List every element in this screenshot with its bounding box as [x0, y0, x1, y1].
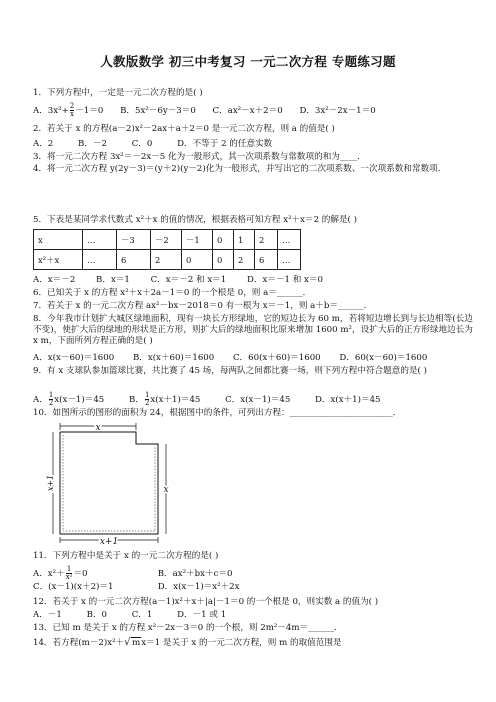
question-9-options — [33, 392, 473, 407]
question-7: 7．若关于 x 的一元二次方程 ax²－bx－2018＝0 有一根为 x＝－1，则 a＋b＝______． — [33, 301, 373, 311]
question-11-option-d: D．x(x－1)＝x²＋2x — [157, 582, 240, 592]
question-9-stem: 9．有 x 支球队参加篮球比赛，共比赛了 45 场，每两队之间都比赛一场，则下列方程中符合题意的是( ) — [33, 366, 427, 376]
figure-inner-border — [63, 435, 155, 531]
question-1-option-c: C．ax²－x＋2＝0 — [212, 106, 283, 116]
question-2-option-c: C．0 — [131, 139, 153, 149]
question-12-option-b: B．0 — [86, 610, 107, 620]
question-4: 4．将一元二次方程 y(2y－3)＝(y＋2)(y－2)化为一般形式，并写出它的二次项系数、一次项系数和常数项． — [33, 164, 447, 174]
fraction: $\frac{1}{2}$ — [48, 391, 54, 407]
area-figure — [48, 422, 178, 546]
figure-outline — [60, 432, 158, 534]
question-2-option-a: A．2 — [33, 139, 54, 149]
question-1-option-b: B．5x²－6y－3＝0 — [120, 106, 196, 116]
question-9-option-d: D．x(x＋1)＝45 — [315, 395, 381, 405]
right-dimension-label: x — [163, 485, 169, 495]
question-5-option-d: D．x＝－1 和 x＝0 — [246, 275, 323, 285]
question-8-stem: 8．今年我市计划扩大城区绿地面积，现有一块长方形绿地，它的短边长为 60 m，若将短边增长到与长边相等(长边不变)，使扩大后的绿地的形状是正方形，则扩大后的绿地面积比原来增加 1600 m²，设扩大后的正方形绿地边长为 x m，下面所列方程正确的是( ) — [33, 314, 473, 346]
value-table — [33, 229, 301, 270]
bottom-dimension-label: x+1 — [99, 537, 119, 547]
question-3: 3．将一元二次方程 3x²＝－2x－5 化为一般形式，其一次项系数与常数项的和为____． — [33, 152, 366, 162]
square-root: √ m — [124, 637, 141, 648]
question-11-options-row2 — [33, 582, 473, 593]
question-8-option-d: D．60(x－60)＝1600 — [339, 353, 428, 363]
question-5-options — [33, 275, 473, 286]
question-2-option-d: D．不等于 2 的任意实数 — [177, 139, 273, 149]
question-12-options — [33, 610, 473, 621]
question-11-options-row1 — [33, 566, 473, 581]
question-5-option-c: C．x＝－2 和 x＝1 — [150, 275, 227, 285]
question-11-stem: 11．下列方程中是关于 x 的一元二次方程的是( ) — [33, 551, 219, 561]
question-8-option-a: A．x(x－60)＝1600 — [33, 353, 115, 363]
top-dimension-label: x — [95, 423, 101, 433]
question-11-option-a: A．x²＋ $\frac{1}{\text{x²}}$ ＝0 — [33, 565, 88, 581]
question-9-option-c: C．x(x－1)＝45 — [225, 395, 291, 405]
fraction: $\frac{1}{\text{x²}}$ — [65, 565, 73, 581]
question-8-options — [33, 353, 473, 364]
question-5-stem: 5．下表是某同学求代数式 x²＋x 的值的情况，根据表格可知方程 x²＋x＝2 的解是( ) — [33, 215, 357, 225]
question-11-option-b: B．ax²＋bx＋c＝0 — [157, 569, 233, 579]
question-1-options — [33, 103, 473, 118]
question-2-option-b: B．－2 — [78, 139, 107, 149]
question-12-stem: 12．若关于 x 的一元二次方程(a－1)x²＋x＋|a|－1＝0 的一个根是 0，则实数 a 的值为( ) — [33, 597, 379, 607]
question-5-option-b: B．x＝1 — [96, 275, 130, 285]
page-title: 人教版数学 初三中考复习 一元二次方程 专题练习题 — [100, 54, 396, 69]
question-8-option-b: B．x(x＋60)＝1600 — [132, 353, 215, 363]
question-6: 6．已知关于 x 的方程 x²＋x＋2a－1＝0 的一个根是 0，则 a＝______． — [33, 288, 312, 298]
question-5-option-a: A．x＝－2 — [33, 275, 76, 285]
table-row: x²＋x … 6 2 0 0 2 6 … — [34, 250, 301, 270]
question-12-option-a: A．－1 — [33, 610, 62, 620]
question-1-option-d: D．3x²－2x－1＝0 — [299, 106, 376, 116]
question-8-option-c: C．60(x＋60)＝1600 — [232, 353, 321, 363]
question-12-option-c: C．1 — [131, 610, 153, 620]
question-1-stem: 1．下列方程中，一定是一元二次方程的是( ) — [33, 88, 203, 98]
question-14: 14．若方程(m－2)x²＋ √ mx＝1 是关于 x 的一元二次方程，则 m 的取值范围是 — [33, 637, 342, 648]
question-2-options — [33, 139, 473, 150]
question-9-option-b: B． $\frac{1}{2}$ x(x＋1)＝45 — [129, 391, 201, 407]
question-12-option-d: D．－1 或 1 — [177, 610, 227, 620]
question-2-stem: 2．若关于 x 的方程(a－2)x²－2ax＋a＋2＝0 是一元二次方程，则 a 的值是( ) — [33, 124, 335, 134]
table-row: x … －3 －2 －1 0 1 2 … — [34, 230, 301, 250]
question-1-option-a: A．3x²+ $\frac{2}{x}$ －1＝0 — [33, 102, 104, 118]
left-dimension-label: x+1 — [46, 474, 55, 492]
question-13: 13．已知 m 是关于 x 的方程 x²－2x－3＝0 的一个根，则 2m²－4m＝______． — [33, 623, 343, 633]
fraction: $\frac{1}{2}$ — [144, 391, 150, 407]
question-11-option-c: C．(x－1)(x＋2)＝1 — [33, 582, 114, 592]
fraction: $\frac{2}{x}$ — [69, 102, 75, 118]
question-9-option-a: A． $\frac{1}{2}$ x(x－1)＝45 — [33, 391, 105, 407]
question-10: 10．如图所示的图形的面积为 24，根据图中的条件，可列出方程：________________________． — [33, 408, 402, 418]
